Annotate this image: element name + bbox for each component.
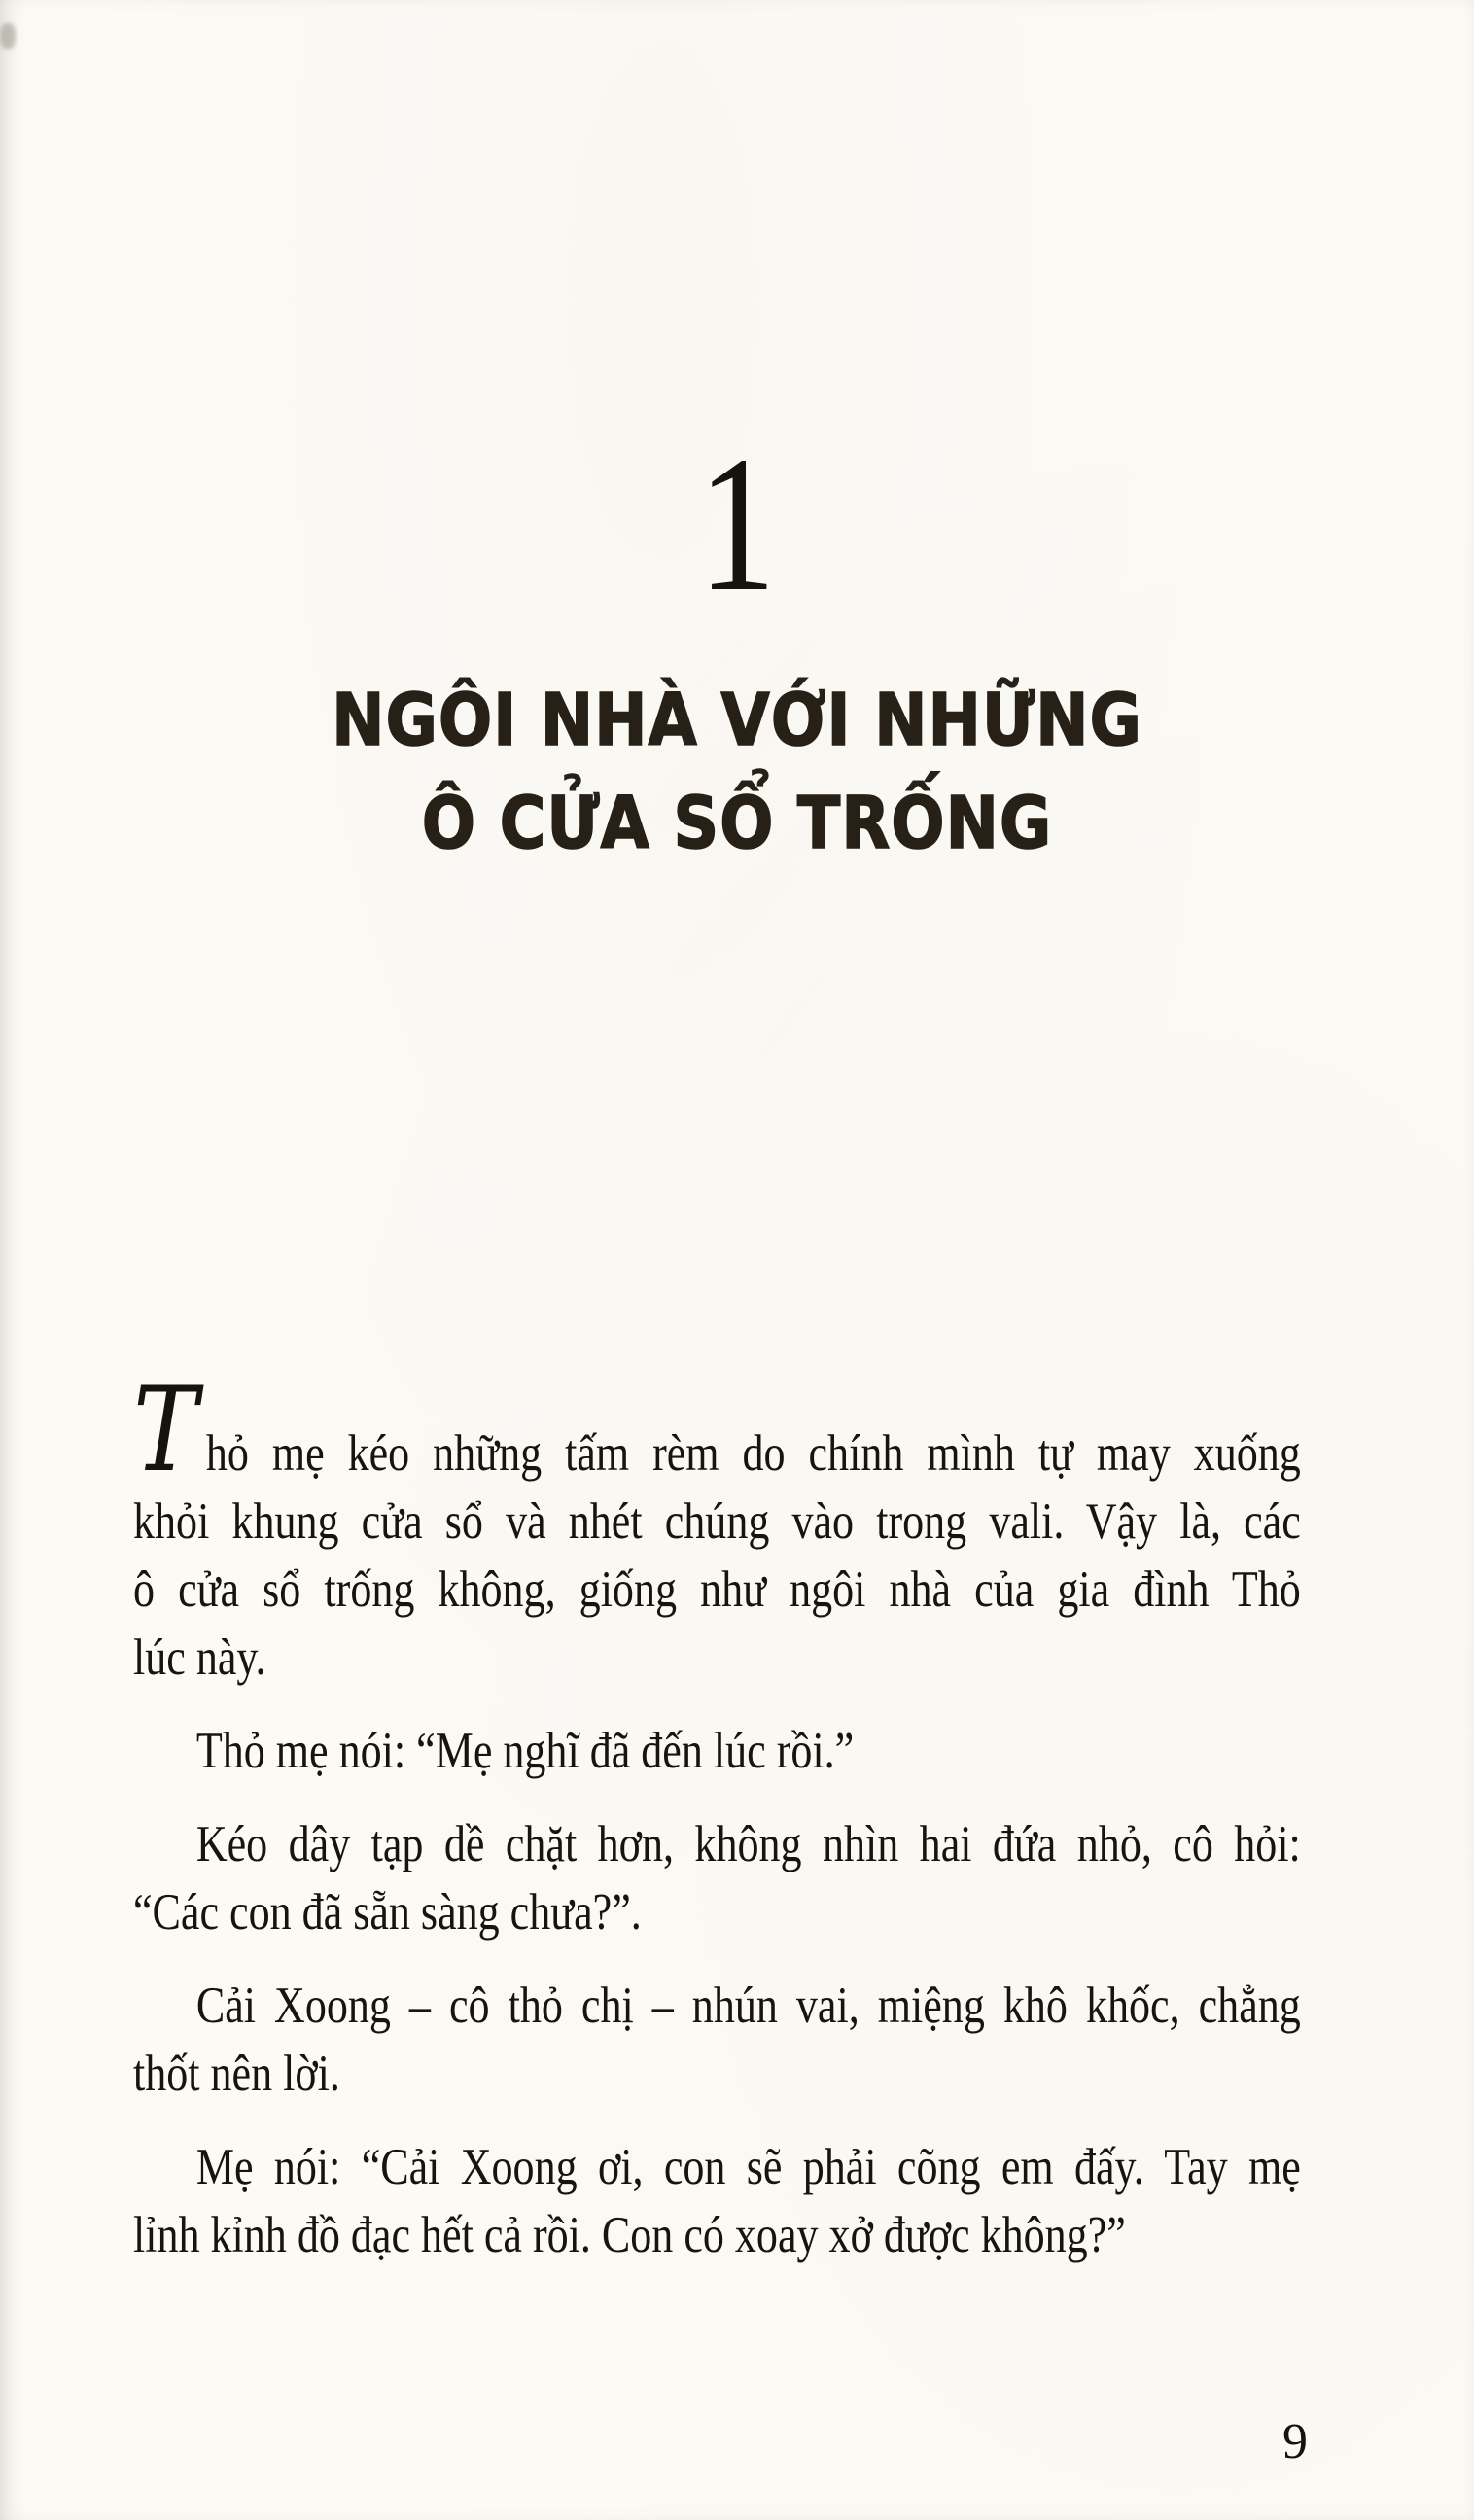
chapter-number: 1 — [698, 417, 776, 632]
text-line: “Các con đã sẵn sàng chưa?”. — [133, 1884, 642, 1941]
text-line: khỏi khung cửa sổ và nhét chúng vào trong vali. Vậy là, các — [133, 1493, 1301, 1550]
text-line: Cải Xoong – cô thỏ chị – nhún vai, miệng khô khốc, chẳng — [195, 1978, 1301, 2034]
paragraph — [133, 1717, 1301, 1785]
drop-cap-initial: T — [133, 1363, 198, 1498]
body-text — [133, 1363, 1301, 2294]
text-line: Thỏ mẹ nói: “Mẹ nghĩ đã đến lúc rồi.” — [195, 1723, 855, 1779]
page-number: 9 — [1282, 2414, 1308, 2469]
text-line: lúc này. — [133, 1629, 266, 1686]
text-line: lỉnh kỉnh đồ đạc hết cả rồi. Con có xoay xở được không?” — [133, 2207, 1126, 2263]
text-line: Mẹ nói: “Cải Xoong ơi, con sẽ phải cõng em đấy. Tay mẹ — [195, 2139, 1301, 2195]
paragraph — [133, 1363, 1301, 1692]
chapter-title-line-2: Ô CỬA SỔ TRỐNG — [421, 782, 1053, 865]
text-line: Thỏ mẹ kéo những tấm rèm do chính mình tự may xuống — [133, 1363, 1301, 1498]
paragraph — [133, 2133, 1301, 2269]
text-line: ô cửa sổ trống không, giống như ngôi nhà của gia đình Thỏ — [133, 1561, 1301, 1618]
chapter-title — [88, 669, 1386, 875]
text-line: thốt nên lời. — [133, 2046, 340, 2102]
chapter-title-line-1: NGÔI NHÀ VỚI NHỮNG — [332, 679, 1142, 762]
text-line: Kéo dây tạp dề chặt hơn, không nhìn hai đứa nhỏ, cô hỏi: — [195, 1816, 1301, 1872]
paragraph — [133, 1810, 1301, 1946]
paragraph — [133, 1972, 1301, 2108]
scan-artifact — [0, 23, 16, 49]
